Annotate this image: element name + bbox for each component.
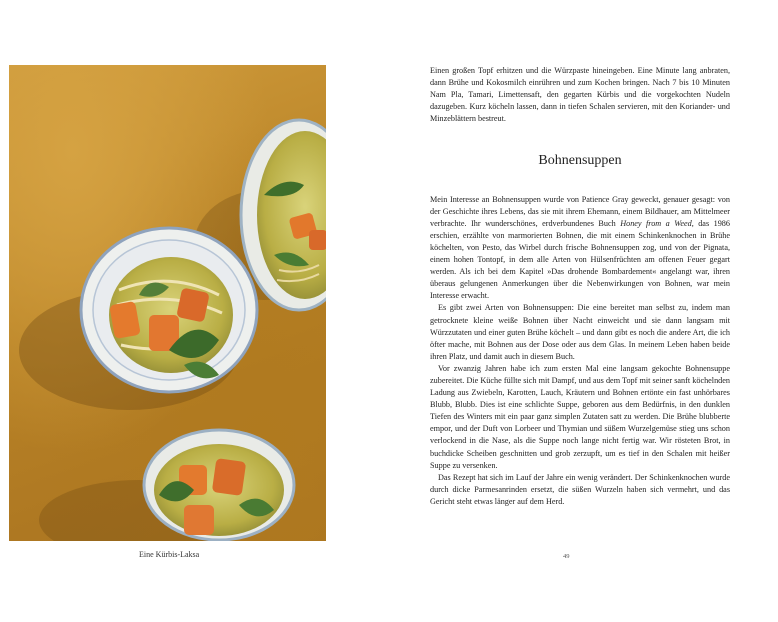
- paragraph-1: [430, 194, 730, 303]
- page-number: 49: [563, 553, 570, 560]
- paragraph-1-part-2: , das 1986 erschien, erzählte von marmorierten Bohnen, die mit einem Schinkenknochen in Brühe köchelten, von Pesto, das Wirbel durch frische Bohnensuppen zog, und von der Pignata, einem hohen Tontopf, in dem alle Arten von Hülsenfrüchten am offenen Feuer gegart werden. Als ich bei dem Kapitel »Das drohende Bombardement« angelangt war, ihren überaus gelungenen Anmerkungen über die Nebenwirkungen von Bohnen, war mein Interesse erwacht.: [430, 218, 730, 301]
- intro-paragraph: Einen großen Topf erhitzen und die Würzpaste hineingeben. Eine Minute lang anbraten, dann Brühe und Kokosmilch einrühren und zum Kochen bringen. Nach 7 bis 10 Minuten Nam Pla, Tamari, Limettensaft, den gegarten Kürbis und die vorgekochten Nudeln dazugeben. Kurz köcheln lassen, dann in tiefen Schalen servieren, mit den Koriander- und Minzeblättern bestreut.: [430, 66, 730, 124]
- soup-bowls-illustration: [9, 65, 326, 541]
- soup-photo: [9, 65, 326, 541]
- photo-caption: Eine Kürbis-Laksa: [139, 550, 200, 559]
- paragraph-3: Vor zwanzig Jahren habe ich zum ersten Mal eine langsam gekochte Bohnensuppe zubereitet. Die Küche füllte sich mit Dampf, und aus dem Topf mit seiner sanft köchelnden Ladung aus Zwiebeln, Karotten, Lauch, Kräutern und Bohnen ertönte ein fast unhörbares Blubb, Blubb. Dies ist eine schlichte Suppe, geboren aus dem Bedürfnis, in den dunklen Tiefen des Winters mit ein paar ganz simplen Zutaten satt zu werden. Die Brühe blubberte empor, und der Duft von Lorbeer und Thymian und süßem Wurzelgemüse stieg uns schon verlockend in die Nase, als die Suppe noch lange nicht fertig war. Wir rösteten Brot, in buchdicke Scheiben geschnitten und grob zerzupft, um es tief in den Schalen mit heißer Suppe zu versenken.: [430, 363, 730, 470]
- paragraph-1-part-1: Mein Interesse an Bohnensuppen wurde von Patience Gray geweckt, genauer gesagt: von der Geschichte ihres Lebens, das sie mit ihrem Ehemann, einem Bildhauer, am Mittelmeer verbrachte. Ihr wunderschönes, erdverbundenes Buch: [430, 194, 730, 228]
- book-title: Honey from a Weed: [620, 218, 692, 228]
- bowl-bottom: [144, 430, 294, 540]
- bowl-middle: [81, 228, 257, 392]
- right-page-text: [430, 65, 730, 508]
- paragraph-2: Es gibt zwei Arten von Bohnensuppen: Die eine bereitet man selbst zu, indem man getrocknete kleine weiße Bohnen über Nacht einweicht und sie dann langsam mit Würzzutaten und einer guten Brühe köchelt – und dann gibt es noch die andere Art, die ich öfter mache, mit Bohnen aus der Dose oder aus dem Glas. In meinem Leben haben beide ihren Platz, und damit auch in diesem Buch.: [430, 303, 730, 361]
- paragraph-4: Das Rezept hat sich im Lauf der Jahre ein wenig verändert. Der Schinkenknochen wurde durch dicke Parmesanrinden ersetzt, die süßen Wurzeln haben sich vermehrt, und das Gericht steht etwas länger auf dem Herd.: [430, 472, 730, 506]
- section-heading: Bohnensuppen: [538, 153, 622, 169]
